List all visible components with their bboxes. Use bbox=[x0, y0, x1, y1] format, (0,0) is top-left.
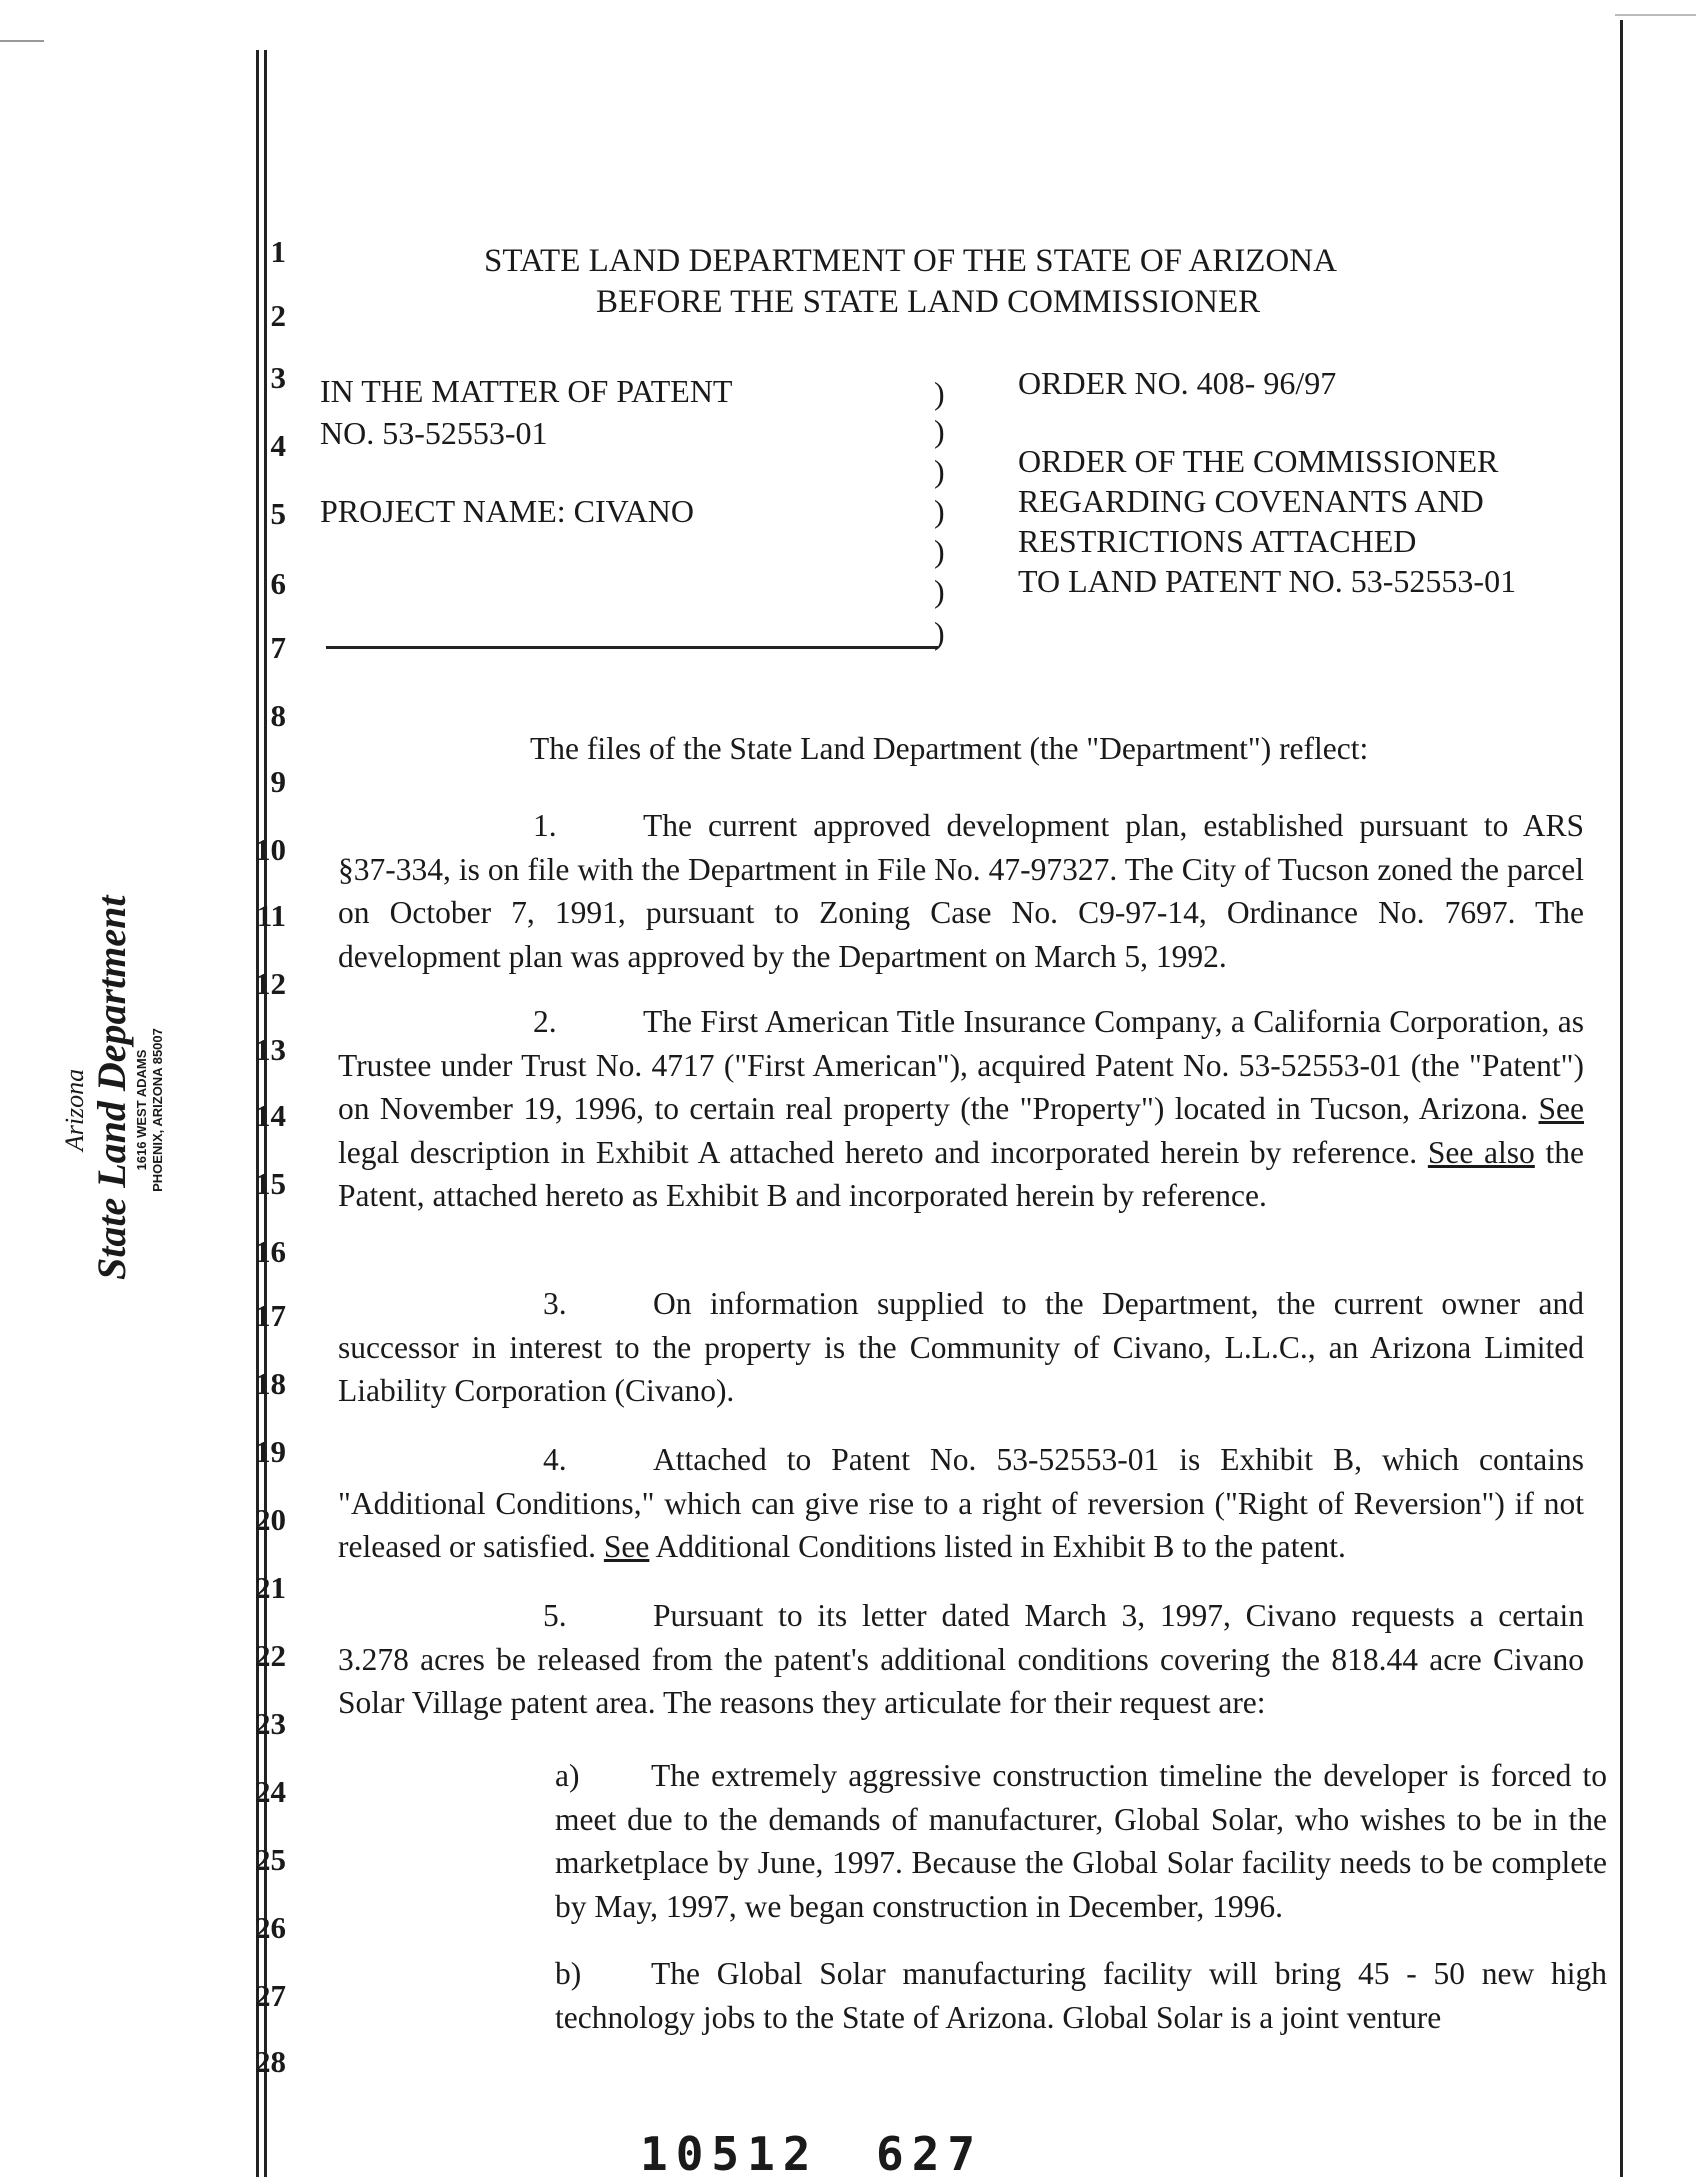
paragraph-4-text-a: Attached to Patent No. 53-52553-01 is Exhibit B, which contains "Additional Conditions," which can give rise to a right of reversion ("Right of Reversion") if not released or satisfied. bbox=[338, 1442, 1584, 1564]
line-number: 8 bbox=[270, 698, 286, 733]
top-right-scan-mark bbox=[1615, 14, 1696, 16]
sidebar-addr2: PHOENIX, ARIZONA 85007 bbox=[150, 1028, 165, 1192]
line-number: 21 bbox=[255, 1570, 286, 1605]
paragraph-2-see-also: See also bbox=[1427, 1134, 1535, 1170]
paragraph-4 bbox=[338, 1438, 1584, 1569]
paragraph-4-see: See bbox=[603, 1529, 650, 1564]
subparagraph-a bbox=[555, 1754, 1607, 1928]
line-number: 24 bbox=[255, 1774, 286, 1809]
caption-paren-7: ) bbox=[934, 615, 945, 651]
paragraph-1 bbox=[338, 804, 1584, 978]
subparagraph-a-label: a) bbox=[555, 1758, 580, 1793]
paragraph-4-text-b: Additional Conditions listed in Exhibit B to the patent. bbox=[655, 1529, 1346, 1564]
paragraph-1-number: 1. bbox=[533, 808, 557, 843]
caption-paren-6: ) bbox=[934, 573, 945, 609]
intro-line: The files of the State Land Department (the "Department") reflect: bbox=[530, 731, 1369, 766]
bates-number-book: 10512 bbox=[640, 2127, 819, 2181]
paragraph-3-text: On information supplied to the Department, the current owner and successor in interest to the property is the Community of Civano, L.L.C., an Arizona Limited Liability Corporation (Civano). bbox=[338, 1286, 1584, 1408]
paragraph-2-text-b: legal description in Exhibit A attached hereto and incorporated herein by reference. bbox=[338, 1134, 1418, 1170]
subparagraph-b bbox=[555, 1952, 1607, 2039]
header-line-2: BEFORE THE STATE LAND COMMISSIONER bbox=[596, 284, 1261, 320]
order-title-1: ORDER OF THE COMMISSIONER bbox=[1018, 443, 1499, 479]
paragraph-1-text: The current approved development plan, established pursuant to ARS §37-334, is on file with the Department in File No. 47-97327. The City of Tucson zoned the parcel on October 7, 1991, pursuant to Zoning Case No. C9-97-14, Ordinance No. 7697. The development plan was approved by the Department on March 5, 1992. bbox=[338, 808, 1584, 974]
order-title-2: REGARDING COVENANTS AND bbox=[1018, 483, 1484, 519]
sidebar-stamp bbox=[60, 895, 170, 1280]
line-number: 20 bbox=[255, 1502, 286, 1537]
caption-patent-no: NO. 53-52553-01 bbox=[320, 415, 548, 451]
line-number: 18 bbox=[255, 1366, 286, 1401]
line-number: 28 bbox=[255, 2044, 286, 2079]
caption-paren-1: ) bbox=[934, 375, 945, 411]
line-number: 2 bbox=[270, 298, 286, 333]
caption-paren-2: ) bbox=[934, 413, 945, 449]
subparagraph-b-label: b) bbox=[555, 1956, 582, 1991]
paragraph-4-number: 4. bbox=[543, 1442, 567, 1477]
margin-rule-right bbox=[1620, 20, 1623, 2177]
line-number: 17 bbox=[255, 1298, 286, 1333]
header-line-1: STATE LAND DEPARTMENT OF THE STATE OF ARIZONA bbox=[484, 243, 1337, 279]
line-number: 5 bbox=[270, 496, 286, 531]
caption-project-name: PROJECT NAME: CIVANO bbox=[320, 493, 694, 529]
line-number: 9 bbox=[270, 764, 286, 799]
sidebar-dept: State Land Department bbox=[89, 895, 134, 1280]
line-number: 4 bbox=[270, 428, 286, 463]
order-number: ORDER NO. 408- 96/97 bbox=[1018, 365, 1337, 401]
bates-number-page: 627 bbox=[876, 2127, 984, 2181]
paragraph-5-number: 5. bbox=[543, 1598, 567, 1633]
order-title-3: RESTRICTIONS ATTACHED bbox=[1018, 523, 1417, 559]
line-number: 26 bbox=[255, 1910, 286, 1945]
line-number: 14 bbox=[255, 1098, 286, 1133]
subparagraph-a-text: The extremely aggressive construction timeline the developer is forced to meet due to the demands of manufacturer, Global Solar, who wishes to be in the marketplace by June, 1997. Because the Global Solar facility needs to be complete by May, 1997, we began construction in December, 1996. bbox=[555, 1758, 1607, 1924]
line-number: 13 bbox=[255, 1032, 286, 1067]
sidebar-state: Arizona bbox=[60, 1068, 89, 1152]
line-number: 19 bbox=[255, 1434, 286, 1469]
line-number: 10 bbox=[255, 832, 286, 867]
sidebar-addr1: 1616 WEST ADAMS bbox=[134, 1049, 149, 1171]
paragraph-5-text: Pursuant to its letter dated March 3, 1997, Civano requests a certain 3.278 acres be released from the patent's additional conditions covering the 818.44 acre Civano Solar Village patent area. The reasons they articulate for their request are: bbox=[338, 1598, 1584, 1720]
caption-paren-4: ) bbox=[934, 493, 945, 529]
paragraph-2-number: 2. bbox=[533, 1004, 557, 1039]
line-number: 15 bbox=[255, 1166, 286, 1201]
paragraph-5 bbox=[338, 1594, 1584, 1725]
caption-underline bbox=[326, 646, 938, 649]
paragraph-2 bbox=[338, 1000, 1584, 1218]
line-number: 3 bbox=[270, 360, 286, 395]
paragraph-3 bbox=[338, 1282, 1584, 1413]
caption-paren-3: ) bbox=[934, 453, 945, 489]
subparagraph-b-text: The Global Solar manufacturing facility will bring 45 - 50 new high technology jobs to the State of Arizona. Global Solar is a joint venture bbox=[555, 1956, 1607, 2035]
order-title-4: TO LAND PATENT NO. 53-52553-01 bbox=[1018, 563, 1517, 599]
line-number: 1 bbox=[270, 234, 286, 269]
line-number: 6 bbox=[270, 566, 286, 601]
line-number: 25 bbox=[255, 1842, 286, 1877]
line-number: 11 bbox=[256, 898, 286, 933]
line-number: 22 bbox=[255, 1638, 286, 1673]
paragraph-2-text-a: The First American Title Insurance Company, a California Corporation, as Trustee under Trust No. 4717 ("First American"), acquired Patent No. 53-52553-01 (the "Patent") on November 19, 1996, to certain real property (the "Property") located in Tucson, Arizona. bbox=[338, 1004, 1584, 1126]
paragraph-2-text-c: the Patent, attached hereto as Exhibit B and incorporated herein by reference. bbox=[338, 1134, 1585, 1213]
caption-matter: IN THE MATTER OF PATENT bbox=[320, 373, 733, 409]
line-number: 23 bbox=[255, 1706, 286, 1741]
caption-paren-5: ) bbox=[934, 533, 945, 569]
line-number: 16 bbox=[255, 1234, 286, 1269]
line-number: 7 bbox=[270, 630, 286, 665]
paragraph-2-see: See bbox=[1538, 1091, 1585, 1126]
paragraph-3-number: 3. bbox=[543, 1286, 567, 1321]
top-scan-mark bbox=[0, 40, 44, 42]
line-number: 12 bbox=[255, 966, 286, 1001]
line-number: 27 bbox=[255, 1978, 286, 2013]
